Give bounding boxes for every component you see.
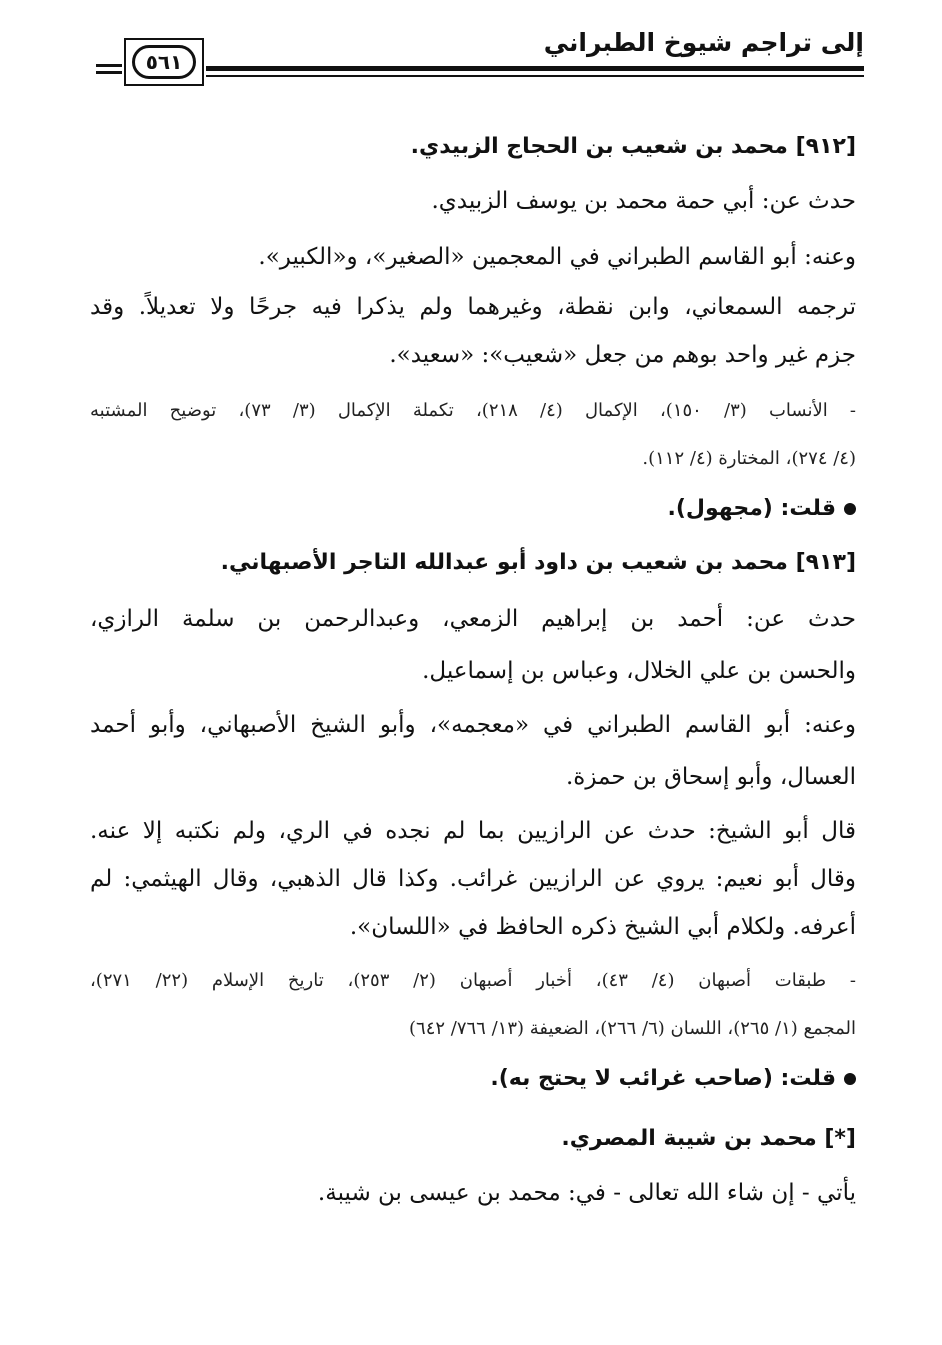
text-line: أعرفه. ولكلام أبي الشيخ ذكره الحافظ في «اللسان». xyxy=(349,914,856,940)
header-rule-stub xyxy=(96,71,122,74)
running-title: إلى تراجم شيوخ الطبراني xyxy=(543,28,864,57)
text-line: وقال أبو نعيم: يروي عن الرازيين غرائب. وكذا قال الذهبي، وقال الهيثمي: لم xyxy=(90,866,856,892)
source-line: - طبقات أصبهان (٤/ ٤٣)، أخبار أصبهان (٢/ ٢٥٣)، تاريخ الإسلام (٢٢/ ٢٧١)، xyxy=(90,970,856,991)
verdict-line xyxy=(490,1064,856,1094)
text-line: حدث عن: أحمد بن إبراهيم الزمعي، وعبدالرحمن بن سلمة الرازي، xyxy=(90,606,856,632)
header-rule-stub xyxy=(96,64,122,67)
source-line: (٤/ ٢٧٤)، المختارة (٤/ ١١٢). xyxy=(642,448,856,469)
page-number-frame xyxy=(124,38,204,86)
text-line: حدث عن: أبي حمة محمد بن يوسف الزبيدي. xyxy=(431,188,856,214)
header-rule-thin xyxy=(206,75,864,77)
text-line: وعنه: أبو القاسم الطبراني في المعجمين «الصغير»، و«الكبير». xyxy=(258,244,856,270)
verdict-line xyxy=(668,494,856,524)
text-line: يأتي - إن شاء الله تعالى - في: محمد بن عيسى بن شيبة. xyxy=(317,1180,856,1206)
entry-heading: [*] محمد بن شيبة المصري. xyxy=(561,1126,856,1151)
text-line: العسال، وأبو إسحاق بن حمزة. xyxy=(565,764,856,790)
header-rule-thick xyxy=(206,66,864,71)
verdict-text: قلت: (صاحب غرائب لا يحتج به). xyxy=(490,1066,836,1091)
text-line: وعنه: أبو القاسم الطبراني في «معجمه»، وأبو الشيخ الأصبهاني، وأبو أحمد xyxy=(90,712,856,738)
text-line: والحسن بن علي الخلال، وعباس بن إسماعيل. xyxy=(422,658,856,684)
verdict-text: قلت: (مجهول). xyxy=(667,496,836,521)
text-line: ترجمه السمعاني، وابن نقطة، وغيرهما ولم يذكرا فيه جرحًا ولا تعديلاً. وقد xyxy=(90,294,856,320)
source-line: - الأنساب (٣/ ١٥٠)، الإكمال (٤/ ٢١٨)، تكملة الإكمال (٣/ ٧٣)، توضيح المشتبه xyxy=(90,400,857,421)
bullet-icon xyxy=(844,1073,856,1085)
text-line: قال أبو الشيخ: حدث عن الرازيين بما لم نجده في الري، ولم نكتبه إلا عنه. xyxy=(90,818,856,844)
entry-heading: [٩١٢] محمد بن شعيب بن الحجاج الزبيدي. xyxy=(410,134,856,159)
source-line: المجمع (١/ ٢٦٥)، اللسان (٦/ ٢٦٦)، الضعيفة (١٣/ ٧٦٦/ ٦٤٢) xyxy=(409,1018,856,1039)
page-number: ٥٦١ xyxy=(132,45,196,79)
text-line: جزم غير واحد بوهم من جعل «شعيب»: «سعيد». xyxy=(389,342,856,368)
bullet-icon xyxy=(844,503,856,515)
entry-heading: [٩١٣] محمد بن شعيب بن داود أبو عبدالله التاجر الأصبهاني. xyxy=(220,550,856,575)
